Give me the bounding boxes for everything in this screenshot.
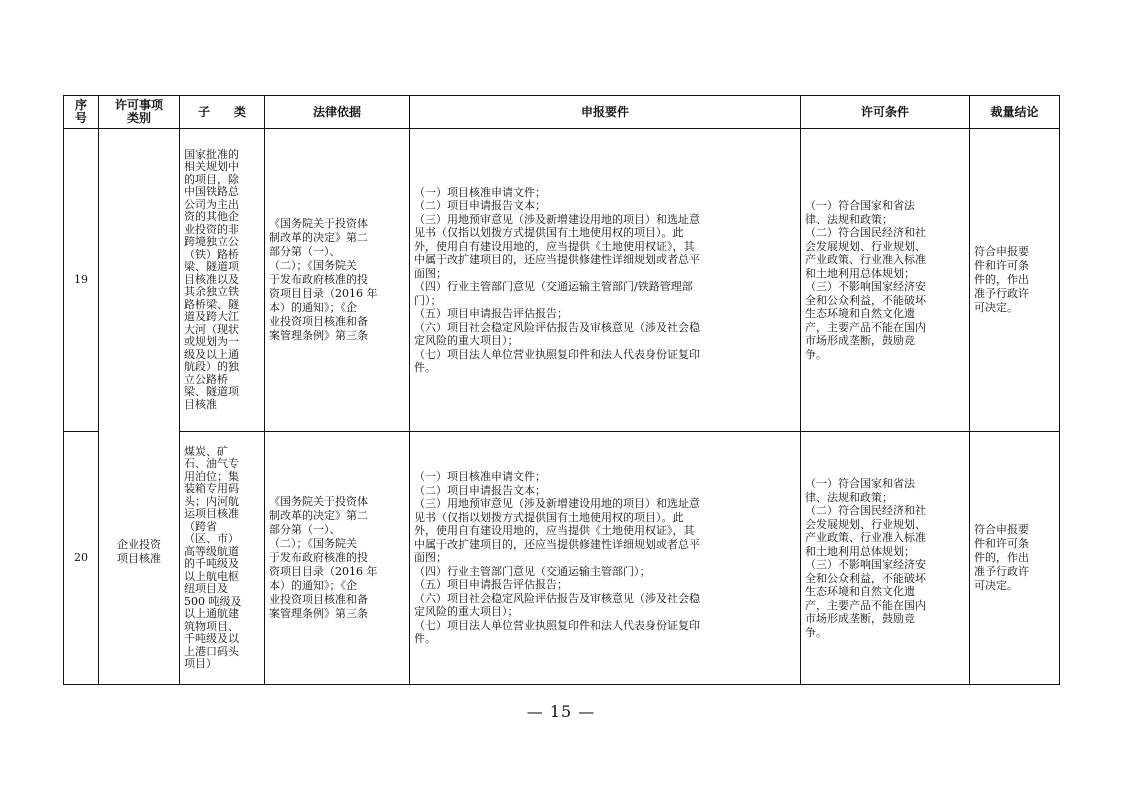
row-subtype: 国家批准的 相关规划中 的项目，除 中国铁路总 公司为主出 资的其他企 业投资的非 跨境独立公 （铁）路桥 梁、隧道项 目核准以及 其余独立铁 路桥梁、隧 道及跨大江 大河（现状 或规划为一 级及以上通 航段）的独 立公路桥 梁、隧道项 目核准 xyxy=(180,129,265,432)
header-row xyxy=(64,96,1060,129)
row-materials: （一）项目核准申请文件； （二）项目申请报告文本； （三）用地预审意见（涉及新增建设用地的项目）和选址意 见书（仅指以划拨方式提供国有土地使用权的项目）。此 外，使用自有建设用地的，应当提供《土地使用权证》，其 中属于改扩建项目的，还应当提供修建性详细规划或者总平 面图； （四）行业主管部门意见（交通运输主管部门）； （五）项目申请报告评估报告； （六）项目社会稳定风险评估报告及审核意见（涉及社会稳 定风险的重大项目）； （七）项目法人单位营业执照复印件和法人代表身份证复印 件。 xyxy=(410,432,801,685)
header-subtype: 子 类 xyxy=(180,96,265,129)
row-conclusion: 符合申报要 件和许可条 件的，作出 准予行政许 可决定。 xyxy=(970,129,1060,432)
row-subtype: 煤炭、矿 石、油气专 用泊位；集 装箱专用码 头；内河航 运项目核准 （跨省 （区、市） 高等级航道 的千吨级及 以上航电枢 纽项目及 500 吨级及 以上通航建 筑物项目、 千吨级及以 上港口码头 项目） xyxy=(180,432,265,685)
header-seq: 序 号 xyxy=(64,96,99,129)
row-conditions: （一）符合国家和省法 律、法规和政策； （二）符合国民经济和社 会发展规划、行业规划、 产业政策、行业准入标准 和土地利用总体规划； （三）不影响国家经济安 全和公众利益，不能破坏 生态环境和自然文化遗 产，主要产品不能在国内 市场形成垄断，鼓励竞 争。 xyxy=(801,432,970,685)
header-materials: 申报要件 xyxy=(410,96,801,129)
header-category: 许可事项 类别 xyxy=(99,96,180,129)
row-conditions: （一）符合国家和省法 律、法规和政策； （二）符合国民经济和社 会发展规划、行业规划、 产业政策、行业准入标准 和土地利用总体规划； （三）不影响国家经济安 全和公众利益，不能破坏 生态环境和自然文化遗 产，主要产品不能在国内 市场形成垄断，鼓励竞 争。 xyxy=(801,129,970,432)
row-materials: （一）项目核准申请文件； （二）项目申请报告文本； （三）用地预审意见（涉及新增建设用地的项目）和选址意 见书（仅指以划拨方式提供国有土地使用权的项目）。此 外，使用自有建设用地的，应当提供《土地使用权证》，其 中属于改扩建项目的，还应当提供修建性详细规划或者总平 面图； （四）行业主管部门意见（交通运输主管部门/铁路管理部 门）； （五）项目申请报告评估报告； （六）项目社会稳定风险评估报告及审核意见（涉及社会稳 定风险的重大项目）； （七）项目法人单位营业执照复印件和法人代表身份证复印 件。 xyxy=(410,129,801,432)
header-basis: 法律依据 xyxy=(265,96,410,129)
header-conditions: 许可条件 xyxy=(801,96,970,129)
header-conclusion: 裁量结论 xyxy=(970,96,1060,129)
page-number: — 15 — xyxy=(526,702,596,721)
table-row xyxy=(64,129,1060,432)
row-conclusion: 符合申报要 件和许可条 件的，作出 准予行政许 可决定。 xyxy=(970,432,1060,685)
row-basis: 《国务院关于投资体 制改革的决定》第二 部分第（一）、 （二）；《国务院关 于发布政府核准的投 资项目目录（2016 年 本）的通知》；《企 业投资项目核准和备 案管理条例》第三条 xyxy=(265,129,410,432)
category-label: 企业投资 项目核准 xyxy=(117,537,161,565)
table-row xyxy=(64,432,1060,685)
permit-table xyxy=(63,95,1060,685)
row-seq: 19 xyxy=(64,129,99,432)
row-seq: 20 xyxy=(64,432,99,685)
category-cell xyxy=(99,129,180,685)
row-basis: 《国务院关于投资体 制改革的决定》第二 部分第（一）、 （二）；《国务院关 于发布政府核准的投 资项目目录（2016 年 本）的通知》；《企 业投资项目核准和备 案管理条例》第三条 xyxy=(265,432,410,685)
